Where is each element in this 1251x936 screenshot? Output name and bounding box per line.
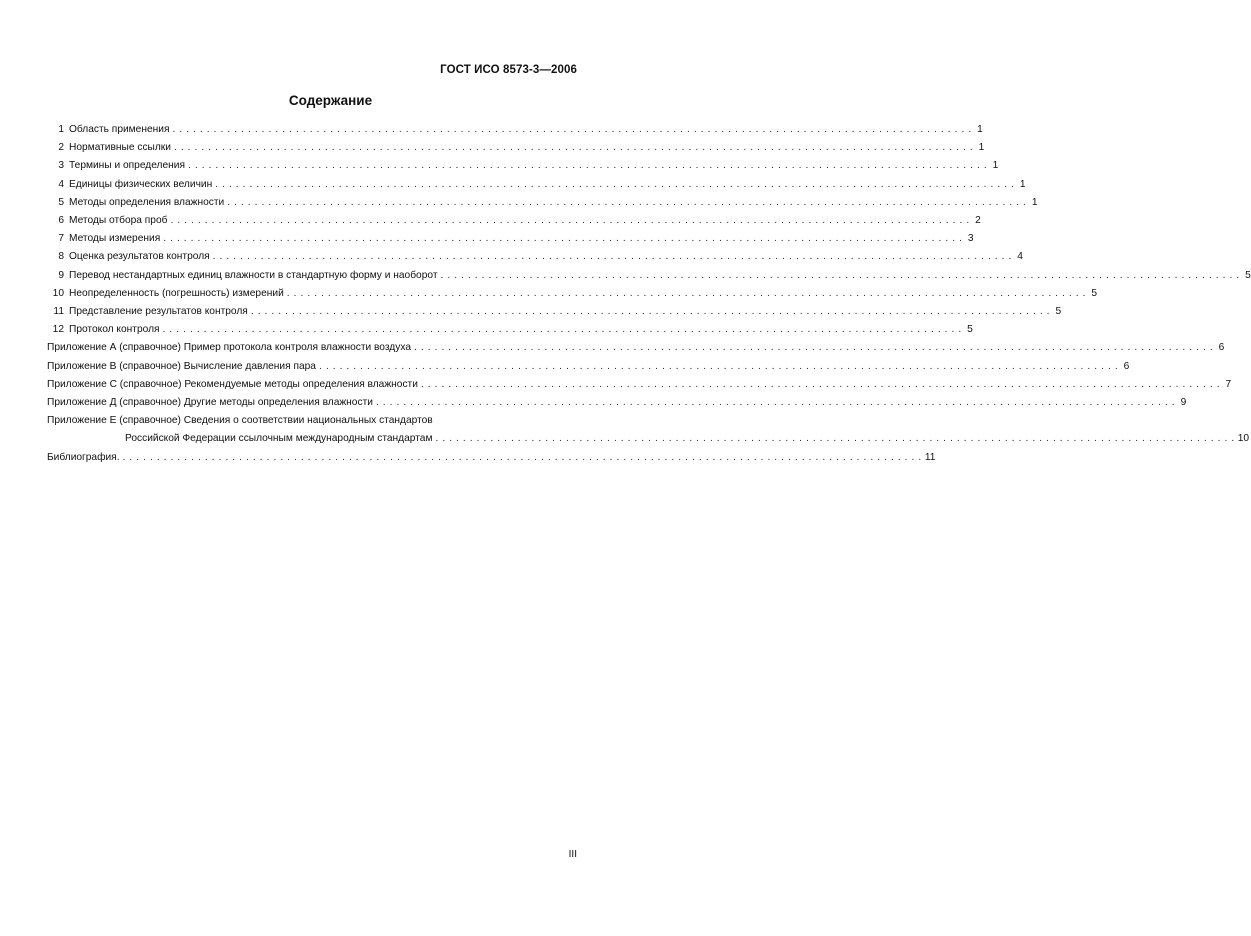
toc-entry-number: 2: [58, 142, 64, 154]
table-of-contents: [47, 121, 1251, 467]
toc-entry-label: Приложение С (справочное) Рекомендуемые методы определения влажности: [47, 378, 418, 390]
toc-entry-label: Библиография.: [47, 451, 120, 463]
toc-entry[interactable]: [47, 230, 974, 248]
toc-entry-label-continuation: Российской Федерации ссылочным международным стандартам: [125, 433, 433, 445]
toc-entry[interactable]: [47, 248, 1023, 266]
toc-entry[interactable]: [47, 139, 985, 157]
toc-entry-number: 4: [58, 178, 64, 190]
toc-leader-dots: [376, 394, 1175, 412]
toc-entry-label: Оценка результатов контроля: [69, 251, 210, 263]
toc-leader-dots: [123, 449, 922, 467]
toc-entry-number: 12: [52, 324, 64, 336]
toc-entry-page: 6: [1123, 360, 1130, 372]
toc-entry-page: 1: [1031, 196, 1038, 208]
toc-entry-page: 1: [1019, 178, 1026, 190]
toc-entry[interactable]: [47, 321, 973, 339]
toc-leader-dots: [319, 358, 1118, 376]
toc-entry-number: 1: [58, 124, 64, 135]
toc-leader-dots: [287, 285, 1086, 303]
toc-entry-appendix-continuation[interactable]: [47, 430, 1250, 448]
toc-entry-label: Методы отбора проб: [69, 215, 168, 227]
toc-entry-label: Приложение А (справочное) Пример протокола контроля влажности воздуха: [47, 342, 411, 354]
toc-entry-label: Методы определения влажности: [69, 196, 225, 208]
toc-entry-page: 7: [1225, 378, 1232, 390]
toc-entry-label: Термины и определения: [69, 160, 185, 172]
toc-entry-label: Неопределенность (погрешность) измерений: [69, 287, 284, 299]
toc-leader-dots: [170, 212, 969, 230]
toc-entry-appendix[interactable]: [47, 412, 583, 430]
toc-entry-page: 10: [1237, 433, 1250, 445]
toc-entry-label: Приложение В (справочное) Вычисление давления пара: [47, 360, 316, 372]
toc-entry[interactable]: [47, 194, 1038, 212]
toc-entry-number: 11: [53, 306, 64, 318]
toc-entry-label: Протокол контроля: [69, 324, 160, 336]
toc-entry[interactable]: [47, 267, 1251, 285]
document-code: ГОСТ ИСО 8573-3—2006: [440, 64, 577, 76]
toc-entry-label: Приложение Д (справочное) Другие методы определения влажности: [47, 397, 373, 409]
toc-entry-page: 1: [978, 142, 985, 154]
toc-entry-appendix[interactable]: [47, 358, 1130, 376]
toc-entry-number: 6: [58, 215, 64, 227]
toc-entry-number: 10: [52, 287, 64, 299]
toc-entry[interactable]: [47, 121, 983, 139]
toc-entry[interactable]: [47, 303, 1062, 321]
toc-entry-page: 2: [975, 215, 981, 227]
toc-leader-dots: [174, 139, 973, 157]
toc-entry-number: 9: [58, 269, 64, 281]
toc-entry-number: 5: [58, 196, 64, 208]
toc-leader-dots: [227, 194, 1026, 212]
toc-entry-page: 5: [1245, 269, 1251, 281]
toc-entry-appendix[interactable]: [47, 339, 1225, 357]
toc-entry-appendix[interactable]: [47, 394, 1187, 412]
toc-entry-label: Перевод нестандартных единиц влажности в стандартную форму и наоборот: [69, 269, 438, 281]
toc-entry-page: 11: [924, 451, 936, 463]
toc-entry-label: Методы измерения: [69, 233, 161, 245]
toc-entry-page: 1: [992, 160, 999, 172]
toc-entry-label: Единицы физических величин: [69, 178, 213, 190]
toc-leader-dots: [172, 121, 971, 139]
toc-entry-page: 6: [1218, 342, 1225, 354]
toc-entry-label: Представление результатов контроля: [69, 306, 248, 318]
toc-entry-label: Приложение Е (справочное) Сведения о соответствии национальных стандартов: [47, 415, 433, 427]
page-number: III: [568, 849, 577, 860]
toc-leader-dots: [215, 176, 1014, 194]
toc-leader-dots: [188, 157, 987, 175]
toc-entry-page: 5: [1091, 287, 1098, 299]
toc-leader-dots: [440, 267, 1239, 285]
toc-leader-dots: [251, 303, 1050, 321]
toc-entry[interactable]: [47, 157, 999, 175]
toc-entry-bibliography[interactable]: [47, 449, 936, 467]
toc-entry-page: 3: [967, 233, 974, 245]
toc-leader-dots: [435, 430, 1234, 448]
toc-leader-dots: [163, 321, 962, 339]
toc-leader-dots: [421, 376, 1220, 394]
toc-title: Содержание: [288, 93, 373, 108]
toc-leader-dots: [213, 248, 1012, 266]
toc-leader-dots: [163, 230, 962, 248]
toc-entry-number: 8: [58, 251, 64, 263]
toc-entry-page: 5: [967, 324, 973, 336]
toc-entry[interactable]: [47, 176, 1026, 194]
toc-leader-dots: [414, 339, 1213, 357]
toc-entry-number: 3: [58, 160, 64, 172]
toc-entry-page: 9: [1180, 397, 1187, 409]
toc-entry-appendix[interactable]: [47, 376, 1232, 394]
toc-entry-page: 1: [977, 124, 983, 135]
toc-entry-label: Область применения: [69, 124, 170, 135]
toc-entry-page: 5: [1055, 306, 1062, 318]
toc-entry[interactable]: [47, 285, 1098, 303]
toc-entry[interactable]: [47, 212, 981, 230]
toc-entry-page: 4: [1017, 251, 1023, 263]
toc-entry-label: Нормативные ссылки: [69, 142, 171, 154]
toc-entry-number: 7: [58, 233, 64, 245]
